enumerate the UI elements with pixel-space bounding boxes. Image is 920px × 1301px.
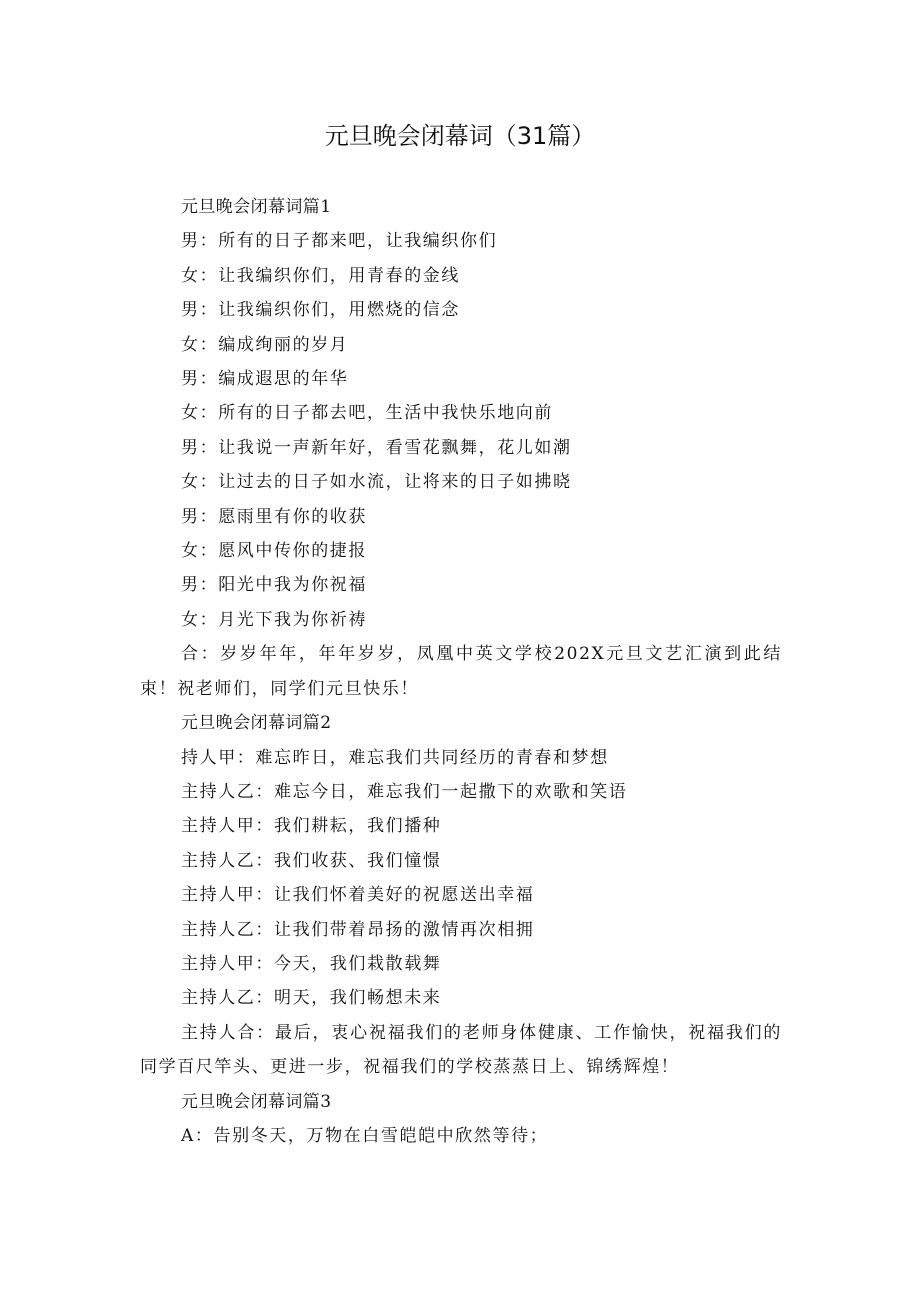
dialogue-line: 女：月光下我为你祈祷 — [181, 609, 367, 630]
dialogue-line: 女：所有的日子都去吧，生活中我快乐地向前 — [181, 403, 553, 424]
dialogue-line: 女：愿风中传你的捷报 — [181, 541, 367, 562]
dialogue-line: 主持人乙：明天，我们畅想未来 — [181, 988, 442, 1009]
dialogue-line: 主持人甲：让我们怀着美好的祝愿送出幸福 — [181, 885, 535, 906]
document-title: 元旦晚会闭幕词（31篇） — [324, 122, 596, 150]
section-heading-2: 元旦晚会闭幕词篇2 — [181, 713, 332, 734]
dialogue-line: 女：让过去的日子如水流，让将来的日子如拂晓 — [181, 472, 572, 493]
dialogue-line: 男：让我编织你们，用燃烧的信念 — [181, 300, 460, 321]
section-heading-3: 元旦晚会闭幕词篇3 — [181, 1091, 332, 1112]
dialogue-line: 主持人甲：今天，我们栽散载舞 — [181, 953, 442, 974]
dialogue-line: 主持人甲：我们耕耘，我们播种 — [181, 816, 442, 837]
dialogue-line: A：告别冬天，万物在白雪皑皑中欣然等待； — [181, 1125, 549, 1146]
document-body — [140, 190, 782, 1153]
dialogue-paragraph: 主持人合：最后，衷心祝福我们的老师身体健康、工作愉快，祝福我们的同学百尺竿头、更进一步，祝福我们的学校蒸蒸日上、锦绣辉煌！ — [140, 1022, 782, 1078]
dialogue-line: 主持人乙：难忘今日，难忘我们一起撒下的欢歌和笑语 — [181, 781, 628, 802]
dialogue-line: 主持人乙：让我们带着昂扬的激情再次相拥 — [181, 919, 535, 940]
dialogue-line: 女：让我编织你们，用青春的金线 — [181, 265, 460, 286]
dialogue-line: 男：让我说一声新年好，看雪花飘舞，花儿如潮 — [181, 437, 572, 458]
section-heading-1: 元旦晚会闭幕词篇1 — [181, 197, 332, 217]
dialogue-line: 主持人乙：我们收获、我们憧憬 — [181, 850, 442, 871]
dialogue-line: 男：愿雨里有你的收获 — [181, 506, 367, 527]
dialogue-line: 男：所有的日子都来吧，让我编织你们 — [181, 231, 498, 252]
dialogue-line: 女：编成绚丽的岁月 — [181, 334, 349, 355]
dialogue-line: 男：阳光中我为你祝福 — [181, 575, 367, 596]
dialogue-paragraph: 合：岁岁年年，年年岁岁，凤凰中英文学校202X元旦文艺汇演到此结束！祝老师们，同学们元旦快乐！ — [140, 644, 782, 699]
dialogue-line: 持人甲：难忘昨日，难忘我们共同经历的青春和梦想 — [181, 747, 609, 768]
dialogue-line: 男：编成遐思的年华 — [181, 369, 349, 390]
